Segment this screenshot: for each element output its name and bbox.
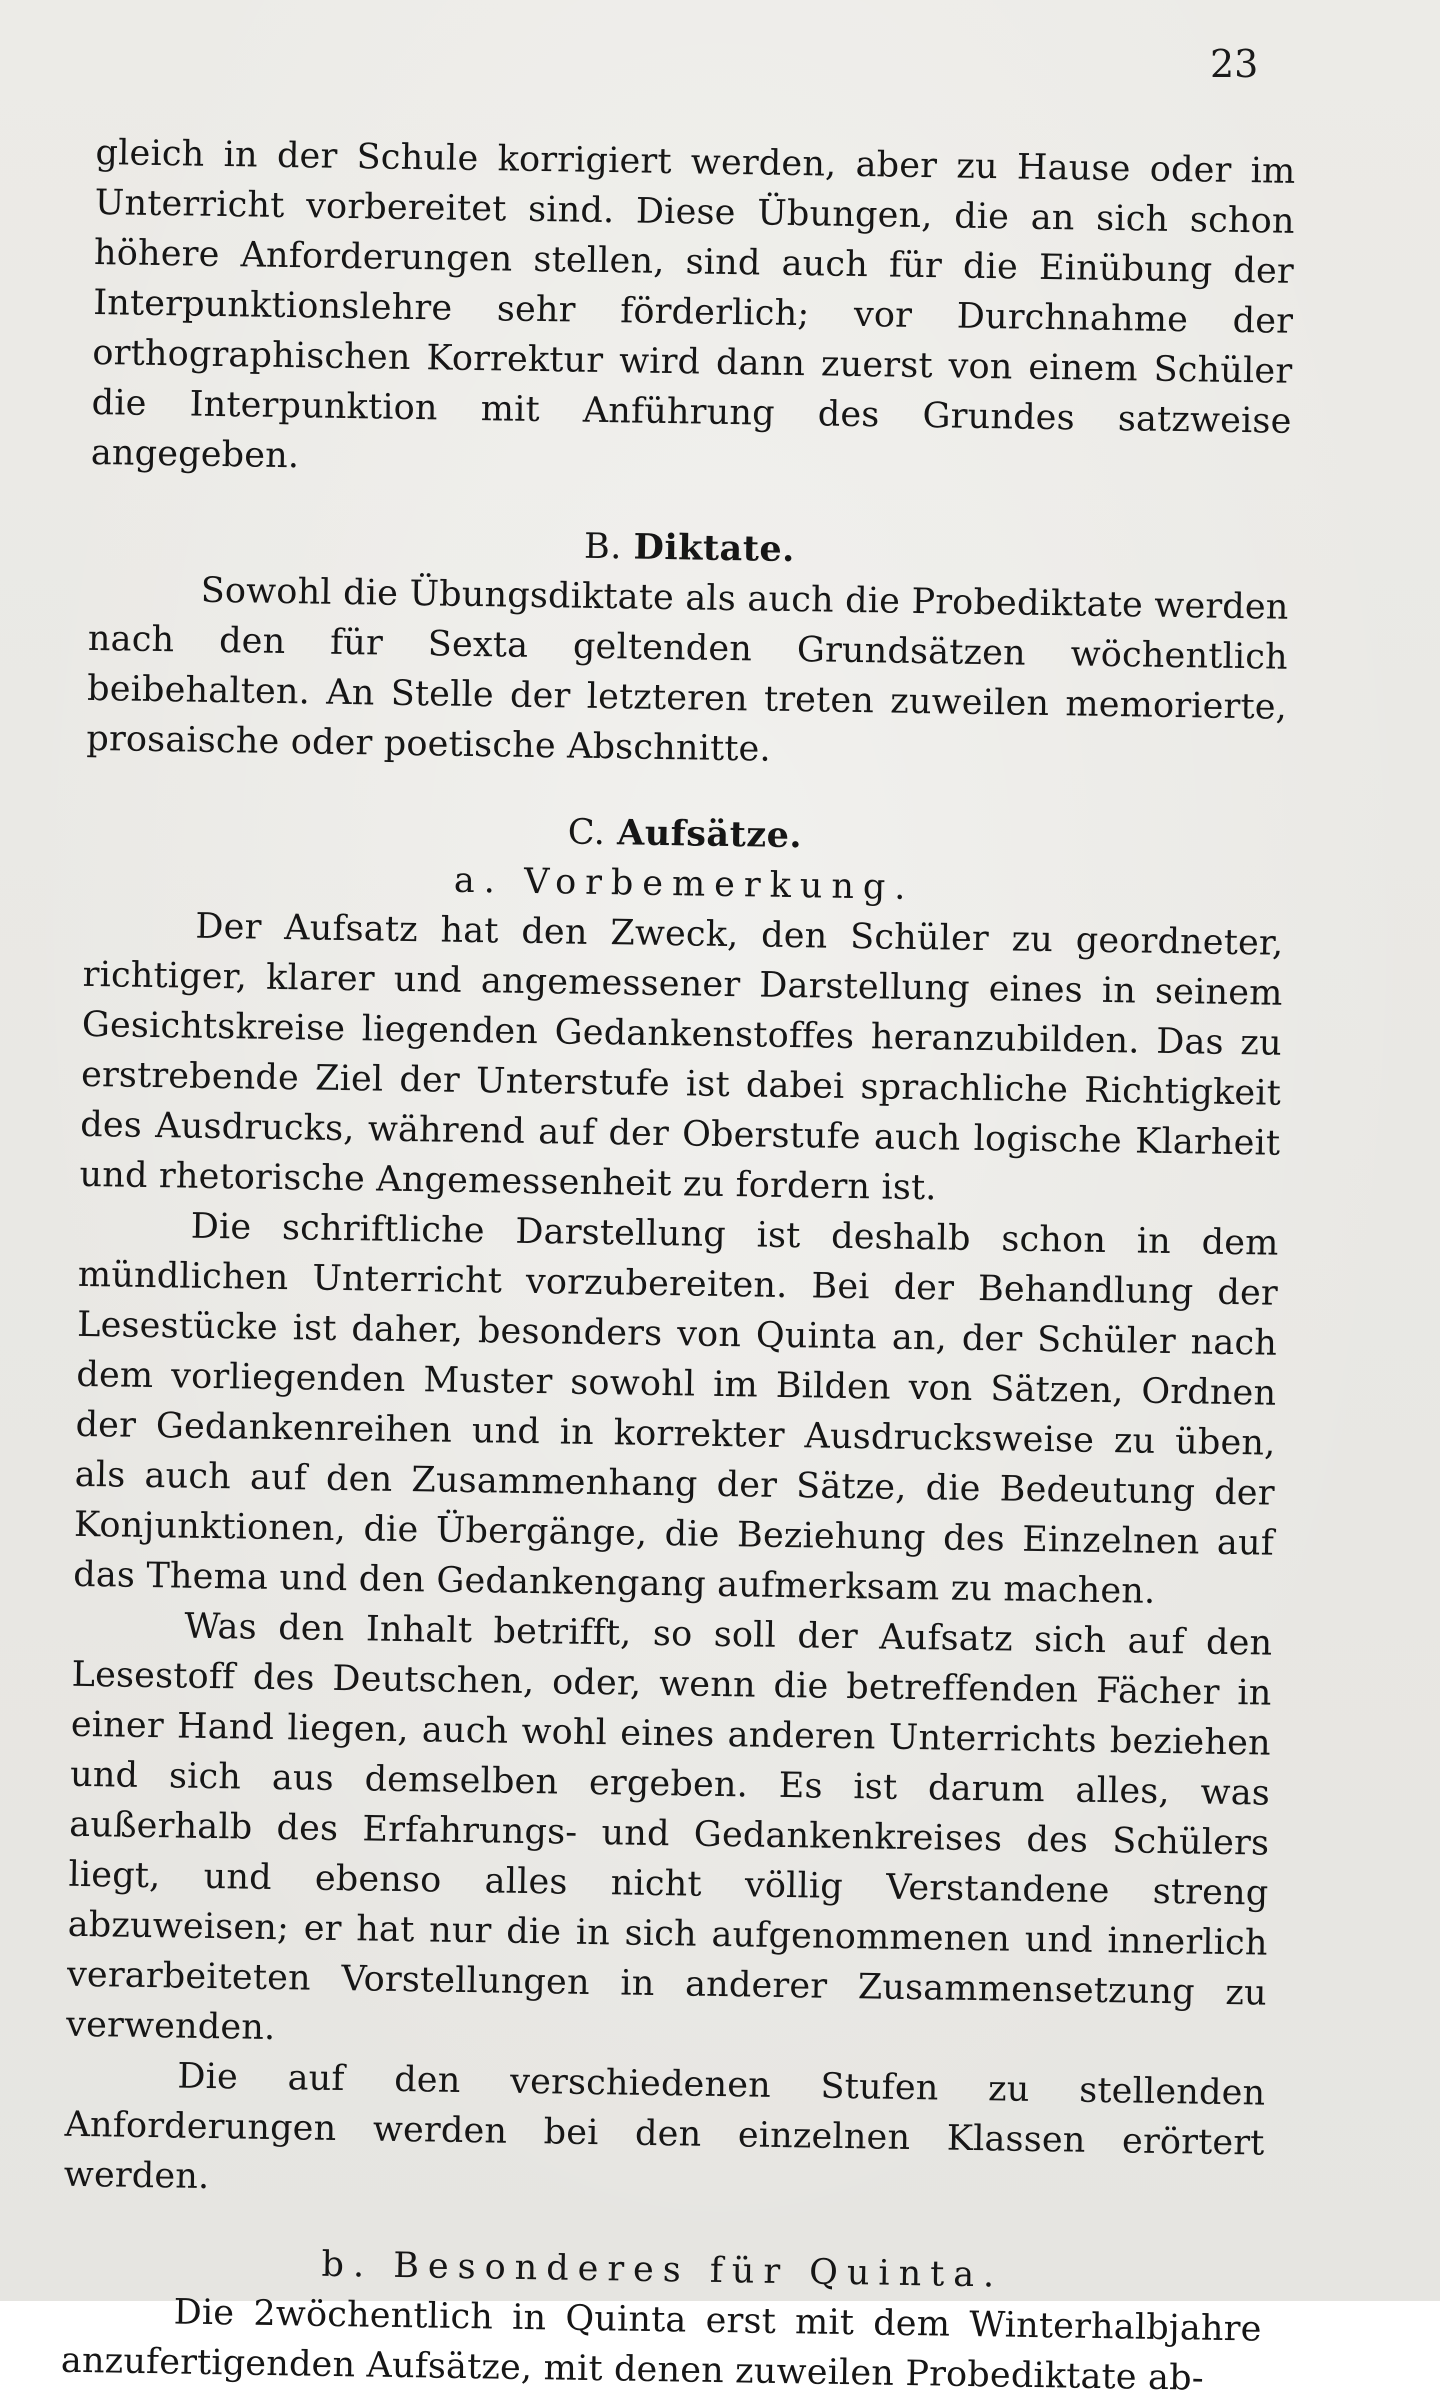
intro-paragraph: gleich in der Schule korrigiert werden, aber zu Hause oder im Unterricht vorbereitet sind. Diese Übungen, die an sich schon höhere Anforderungen stellen, sind auch für die Einübung der Interpunktionslehre sehr förderlich; vor Durchnahme der orthographischen Korrektur wird dann zuerst von einem Schüler die Interpunktion mit Anführung des Grundes satzweise angegeben. [90,132,1296,477]
section-letter: C. [567,812,606,854]
subsection-letter: b. [321,2244,374,2286]
section-letter: B. [583,526,623,568]
page-number: 23 [1210,42,1259,86]
subsection-title: Vorbemerkung. [523,861,915,908]
subsection-title: Besonderes für Quinta. [392,2245,1004,2296]
aufsatz-paragraph-4: Die auf den verschiedenen Stufen zu stellenden Anforderungen werden bei den einzelnen Klassen erörtert werden. [63,2056,1266,2198]
aufsatz-paragraph-2: Die schriftliche Darstellung ist deshalb schon in dem mündlichen Unterricht vorzubereiten. Bei der Behandlung der Lesestücke ist daher, besonders von Quinta an, der Schüler nach dem vorliegenden Muster sowohl im Bilden von Sätzen, Ordnen der Gedankenreihen und in korrekter Ausdrucksweise zu üben, als auch auf den Zusammenhang der Sätze, die Bedeutung der Konjunktionen, die Übergänge, die Beziehung des Einzelnen auf das Thema und den Gedankengang aufmerksam zu machen. [72,1206,1279,1612]
aufsatz-paragraph-3: Was den Inhalt betrifft, so soll der Aufsatz sich auf den Lesestoff des Deutschen, oder, wenn die betreffenden Fächer in einer Hand liegen, auch wohl eines anderen Unterrichts beziehen und sich aus demselben ergeben. Es ist darum alles, was außerhalb des Erfahrungs- und Gedankenkreises des Schülers liegt, und ebenso alles nicht völlig Verstandene streng abzuweisen; er hat nur die in sich aufgenommenen und innerlich verarbeiteten Vorstellungen in anderer Zusammensetzung zu verwenden. [65,1606,1273,2049]
section-title: Aufsätze. [616,812,803,857]
section-title: Diktate. [633,526,796,571]
aufsatz-paragraph-1: Der Aufsatz hat den Zweck, den Schüler zu geordneter, richtiger, klarer und angemessener Darstellung eines in seinem Gesichtskreise liegenden Gedankenstoffes heranzubilden. Das zu erstrebende Ziel der Unterstufe ist dabei sprachliche Richtigkeit des Ausdrucks, während auf der Oberstufe auch logische Klarheit und rhetorische Angemessenheit zu fordern ist. [79,906,1284,1209]
diktate-paragraph: Sowohl die Übungsdiktate als auch die Probediktate werden nach den für Sexta geltenden Grundsätzen wöchentlich beibehalten. An Stelle der letzteren treten zuweilen memorierte, prosaische oder poetische Abschnitte. [86,570,1289,770]
subsection-letter: a. [453,860,505,902]
quinta-paragraph: Die 2wöchentlich in Quinta erst mit dem Winterhalbjahre anzufertigenden Aufsätze, mit denen zuweilen Probediktate ab- [60,2292,1262,2399]
page-body [61,128,1296,2405]
